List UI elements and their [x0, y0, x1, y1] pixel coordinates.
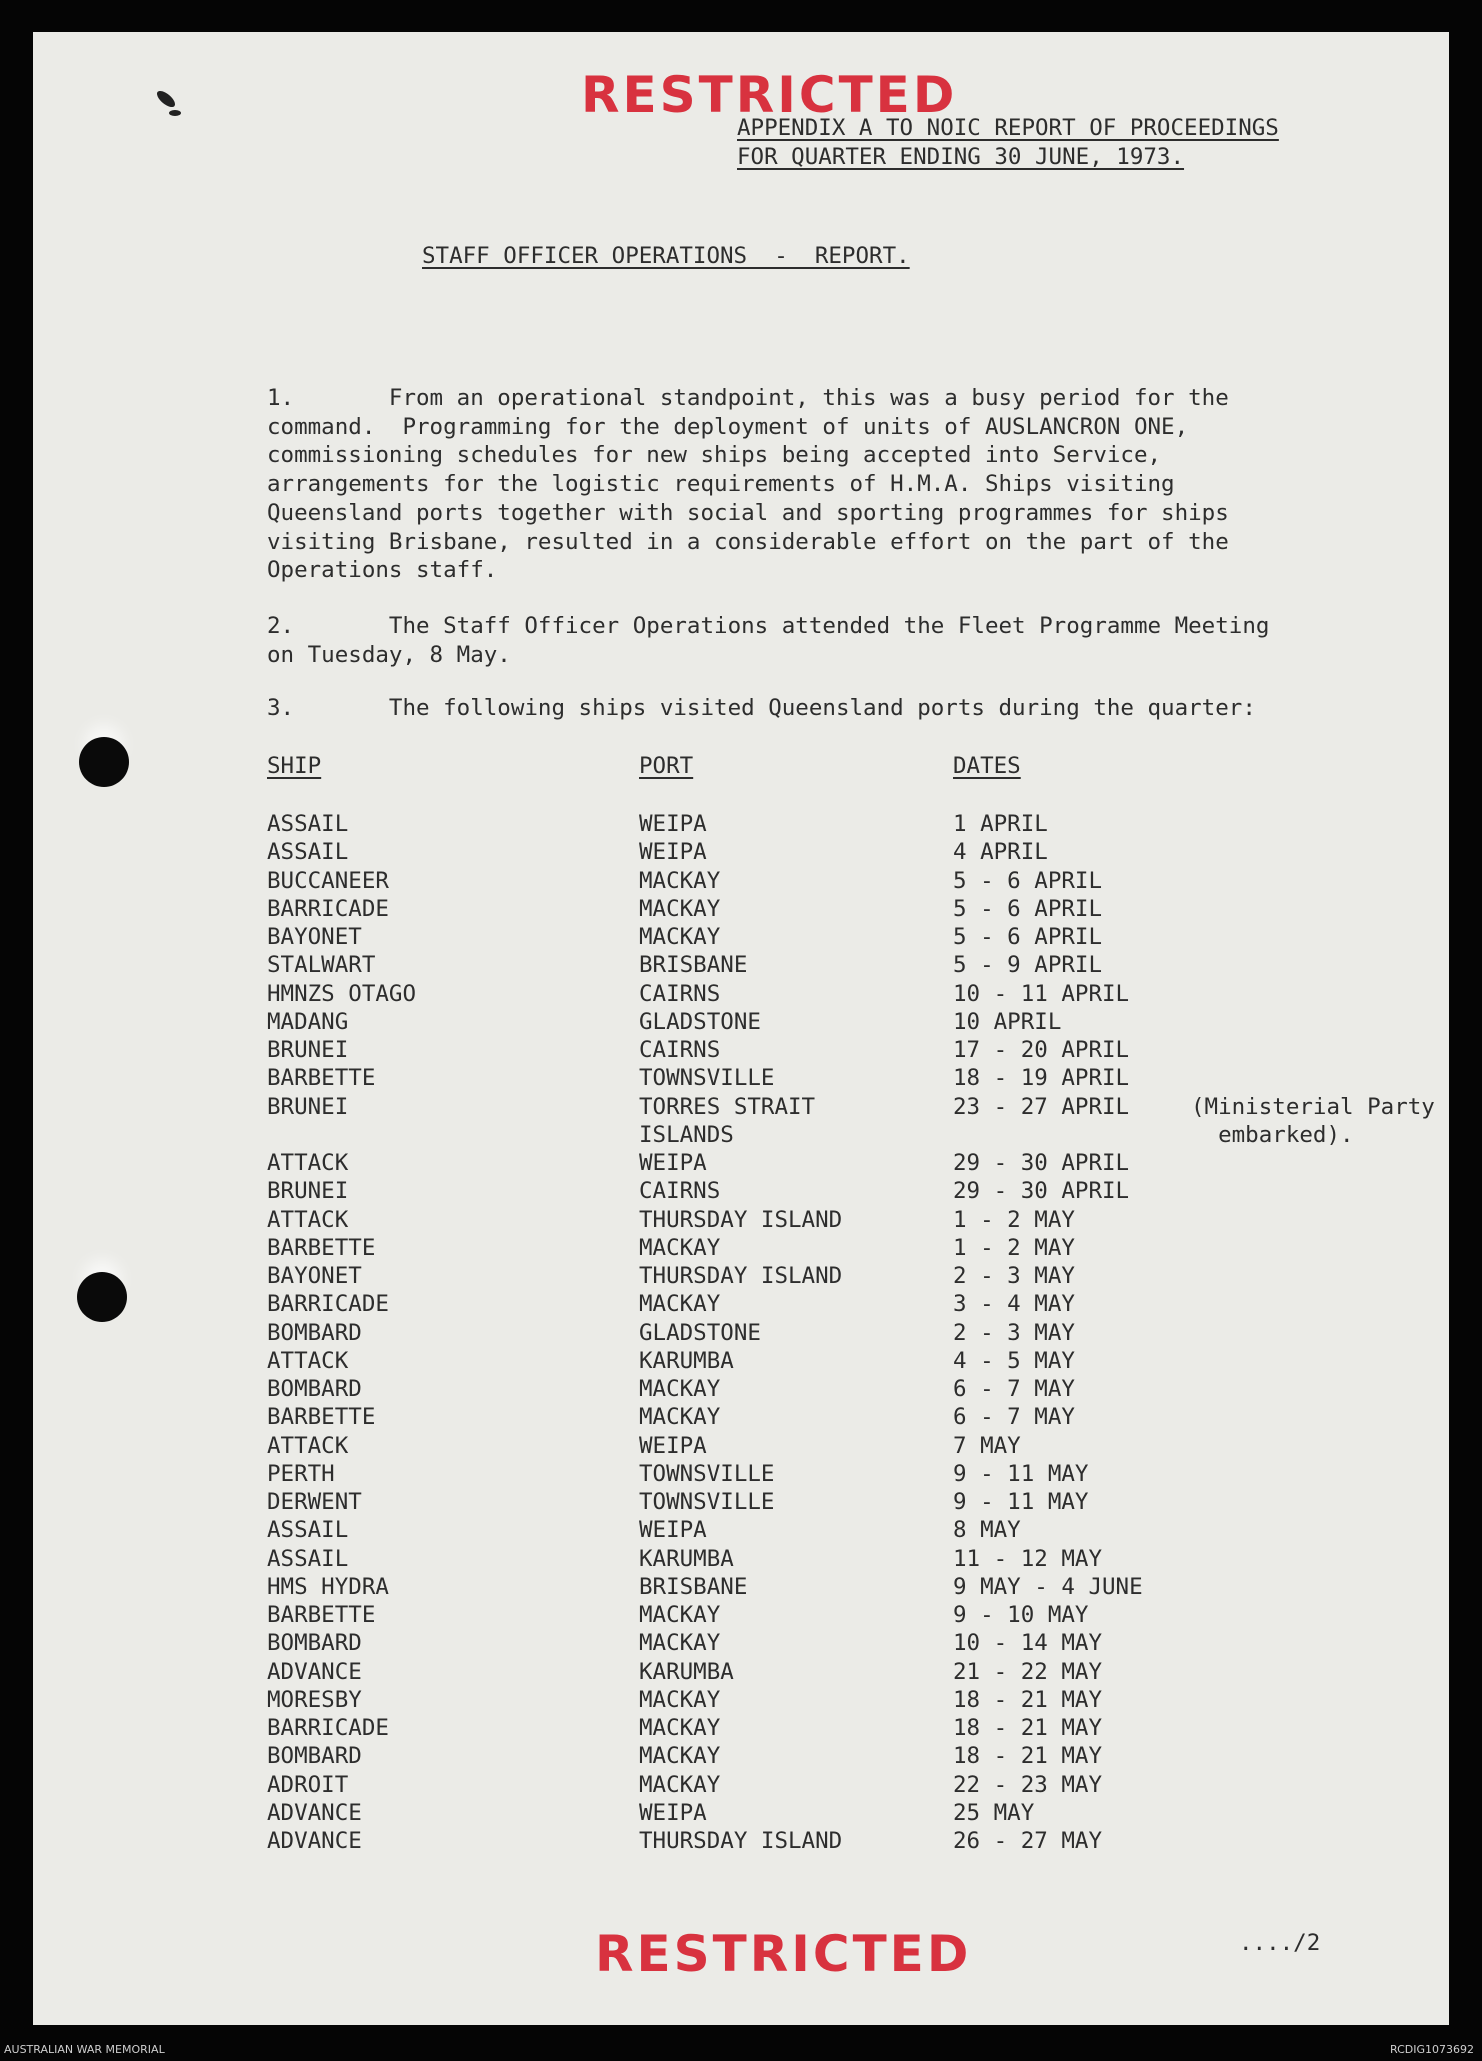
ship-name: BRUNEI	[267, 1037, 349, 1063]
table-row	[267, 895, 1427, 923]
restricted-stamp-bottom: RESTRICTED	[595, 1925, 972, 1983]
table-row	[267, 1375, 1427, 1403]
port-name: ISLANDS	[639, 1121, 734, 1148]
report-title: STAFF OFFICER OPERATIONS - REPORT.	[422, 243, 910, 269]
port-name: GLADSTONE	[639, 1319, 761, 1346]
column-header-dates: DATES	[953, 753, 1021, 779]
visit-dates: 3 - 4 MAY	[953, 1291, 1075, 1318]
table-row	[267, 1234, 1427, 1262]
visit-dates: 18 - 21 MAY	[953, 1743, 1103, 1770]
column-header-port: PORT	[639, 753, 694, 779]
ship-name: BARBETTE	[267, 1404, 376, 1431]
paper-speck	[169, 110, 181, 116]
ship-name: BARBETTE	[267, 1602, 376, 1628]
port-name: TOWNSVILLE	[639, 1489, 775, 1515]
table-header	[267, 752, 1427, 780]
port-name: MACKAY	[639, 1686, 721, 1713]
port-name: MACKAY	[639, 1602, 721, 1628]
ship-name: MORESBY	[267, 1686, 362, 1713]
ship-name: BRUNEI	[267, 1093, 349, 1120]
table-row	[267, 1799, 1427, 1827]
port-name: MACKAY	[639, 1376, 721, 1402]
visit-dates: 10 - 14 MAY	[953, 1630, 1103, 1657]
restricted-stamp-top: RESTRICTED	[581, 66, 958, 124]
visit-dates: 21 - 22 MAY	[953, 1658, 1103, 1685]
table-row	[267, 838, 1427, 866]
visit-dates: 18 - 21 MAY	[953, 1686, 1103, 1713]
visit-dates: 5 - 6 APRIL	[953, 924, 1103, 950]
punch-hole	[79, 737, 129, 787]
visit-dates: 7 MAY	[953, 1432, 1021, 1459]
table-row	[267, 1488, 1427, 1516]
visit-dates: 25 MAY	[953, 1799, 1035, 1826]
table-row	[267, 1064, 1427, 1092]
visit-dates: 1 APRIL	[953, 811, 1048, 837]
port-name: WEIPA	[639, 839, 707, 866]
appendix-line-2: FOR QUARTER ENDING 30 JUNE, 1973.	[737, 143, 1185, 170]
footer-left: AUSTRALIAN WAR MEMORIAL	[4, 2043, 165, 2056]
table-row	[267, 1742, 1427, 1770]
visit-dates: 6 - 7 MAY	[953, 1376, 1075, 1402]
paragraph-1: 1. From an operational standpoint, this was a busy period for the command. Programming for the deployment of units of AUSLANCRON ONE, commissioning schedules for new ships being accepted into Service, arrangements for the logistic requirements of H.M.A. Ships visiting Queensland ports together with social and sporting programmes for ships visiting Brisbane, resulted in a considerable effort on the part of the Operations staff.	[267, 385, 1229, 584]
table-row	[267, 1686, 1427, 1714]
table-row	[267, 810, 1427, 838]
port-name: MACKAY	[639, 1291, 721, 1318]
table-row	[267, 1714, 1427, 1742]
ship-name: BOMBARD	[267, 1376, 362, 1402]
ship-name: ASSAIL	[267, 839, 349, 866]
table-row	[267, 1771, 1427, 1799]
visit-dates: 5 - 6 APRIL	[953, 895, 1103, 922]
table-row	[267, 1658, 1427, 1686]
table-row	[267, 1121, 1427, 1149]
ship-name: BOMBARD	[267, 1743, 362, 1770]
table-row	[267, 1432, 1427, 1460]
ship-name: BARBETTE	[267, 1065, 376, 1092]
port-name: CAIRNS	[639, 1178, 721, 1205]
visit-dates: 10 - 11 APRIL	[953, 980, 1130, 1007]
port-name: MACKAY	[639, 924, 721, 950]
visit-dates: 18 - 21 MAY	[953, 1715, 1103, 1741]
ship-name: BARRICADE	[267, 1291, 389, 1318]
visit-dates: 22 - 23 MAY	[953, 1771, 1103, 1798]
visit-dates: 17 - 20 APRIL	[953, 1037, 1130, 1063]
port-name: TOWNSVILLE	[639, 1065, 775, 1092]
port-name: THURSDAY ISLAND	[639, 1828, 843, 1854]
ship-name: BAYONET	[267, 924, 362, 950]
table-row	[267, 1573, 1427, 1601]
table-row	[267, 1601, 1427, 1629]
port-name: THURSDAY ISLAND	[639, 1206, 843, 1233]
ship-name: ADVANCE	[267, 1828, 362, 1854]
punch-hole	[77, 1272, 127, 1322]
paper-speck	[154, 88, 177, 110]
ship-name: ATTACK	[267, 1347, 349, 1374]
port-name: MACKAY	[639, 1715, 721, 1741]
visit-dates: 9 MAY - 4 JUNE	[953, 1573, 1143, 1600]
ship-name: BARRICADE	[267, 1715, 389, 1741]
row-note: embarked).	[1191, 1121, 1354, 1148]
table-row	[267, 923, 1427, 951]
port-name: CAIRNS	[639, 1037, 721, 1063]
visit-dates: 23 - 27 APRIL	[953, 1093, 1130, 1120]
paragraph-2: 2. The Staff Officer Operations attended the Fleet Programme Meeting on Tuesday, 8 May.	[267, 613, 1270, 668]
table-row	[267, 1827, 1427, 1855]
appendix-line-1: APPENDIX A TO NOIC REPORT OF PROCEEDINGS	[737, 115, 1279, 141]
port-name: MACKAY	[639, 1404, 721, 1431]
table-row	[267, 1545, 1427, 1573]
visit-dates: 8 MAY	[953, 1517, 1021, 1544]
row-note: (Ministerial Party	[1191, 1093, 1435, 1120]
ship-name: ATTACK	[267, 1432, 349, 1459]
table-row	[267, 951, 1427, 979]
port-name: TORRES STRAIT	[639, 1093, 816, 1120]
ship-name: HMS HYDRA	[267, 1573, 389, 1600]
port-name: THURSDAY ISLAND	[639, 1263, 843, 1289]
ship-name: MADANG	[267, 1008, 349, 1035]
ship-name: BAYONET	[267, 1263, 362, 1289]
table-row	[267, 1319, 1427, 1347]
column-header-ship: SHIP	[267, 753, 322, 779]
port-name: WEIPA	[639, 1799, 707, 1826]
table-row	[267, 1093, 1435, 1121]
visit-dates: 18 - 19 APRIL	[953, 1065, 1130, 1092]
ship-name: STALWART	[267, 952, 376, 979]
visit-dates: 26 - 27 MAY	[953, 1828, 1103, 1854]
visit-dates: 6 - 7 MAY	[953, 1404, 1075, 1431]
visit-dates: 9 - 11 MAY	[953, 1460, 1089, 1487]
port-name: GLADSTONE	[639, 1008, 761, 1035]
port-name: KARUMBA	[639, 1545, 734, 1572]
document-page	[33, 32, 1449, 2025]
ship-name: ADVANCE	[267, 1799, 362, 1826]
port-name: KARUMBA	[639, 1347, 734, 1374]
table-row	[267, 980, 1427, 1008]
visit-dates: 9 - 11 MAY	[953, 1489, 1089, 1515]
port-name: WEIPA	[639, 1432, 707, 1459]
port-name: TOWNSVILLE	[639, 1460, 775, 1487]
port-name: WEIPA	[639, 1150, 707, 1176]
table-row	[267, 1629, 1427, 1657]
page-continuation: ..../2	[1239, 1930, 1321, 1956]
table-row	[267, 1036, 1427, 1064]
ship-name: ASSAIL	[267, 811, 349, 837]
table-row	[267, 1206, 1427, 1234]
table-row	[267, 1008, 1427, 1036]
port-name: MACKAY	[639, 1234, 721, 1261]
table-row	[267, 1516, 1427, 1544]
port-name: CAIRNS	[639, 980, 721, 1007]
visit-dates: 2 - 3 MAY	[953, 1319, 1075, 1346]
port-name: MACKAY	[639, 895, 721, 922]
ship-name: BOMBARD	[267, 1319, 362, 1346]
ship-name: PERTH	[267, 1460, 335, 1487]
ship-name: ATTACK	[267, 1150, 349, 1176]
port-name: MACKAY	[639, 867, 721, 894]
appendix-heading	[737, 114, 1279, 171]
port-name: BRISBANE	[639, 952, 748, 979]
visit-dates: 1 - 2 MAY	[953, 1206, 1075, 1233]
ship-name: ASSAIL	[267, 1545, 349, 1572]
table-row	[267, 1262, 1427, 1290]
table-row	[267, 1403, 1427, 1431]
visit-dates: 11 - 12 MAY	[953, 1545, 1103, 1572]
port-name: BRISBANE	[639, 1573, 748, 1600]
ship-name: ADVANCE	[267, 1658, 362, 1685]
visit-dates: 10 APRIL	[953, 1008, 1062, 1035]
ship-name: ASSAIL	[267, 1517, 349, 1544]
ship-name: BARRICADE	[267, 895, 389, 922]
ship-name: DERWENT	[267, 1489, 362, 1515]
port-name: MACKAY	[639, 1630, 721, 1657]
ship-name: HMNZS OTAGO	[267, 980, 417, 1007]
port-name: WEIPA	[639, 811, 707, 837]
port-name: KARUMBA	[639, 1658, 734, 1685]
visit-dates: 2 - 3 MAY	[953, 1263, 1075, 1289]
visit-dates: 29 - 30 APRIL	[953, 1178, 1130, 1205]
visit-dates: 1 - 2 MAY	[953, 1234, 1075, 1261]
table-row	[267, 1460, 1427, 1488]
visit-dates: 4 APRIL	[953, 839, 1048, 866]
table-row	[267, 1149, 1427, 1177]
visit-dates: 9 - 10 MAY	[953, 1602, 1089, 1628]
visit-dates: 29 - 30 APRIL	[953, 1150, 1130, 1176]
table-row	[267, 867, 1427, 895]
ship-name: ATTACK	[267, 1206, 349, 1233]
ship-name: BUCCANEER	[267, 867, 389, 894]
visit-dates: 4 - 5 MAY	[953, 1347, 1075, 1374]
ship-name: BRUNEI	[267, 1178, 349, 1205]
footer-right: RCDIG1073692	[1389, 2043, 1474, 2056]
paragraph-3: 3. The following ships visited Queensland ports during the quarter:	[267, 695, 1256, 721]
ship-name: BARBETTE	[267, 1234, 376, 1261]
port-name: WEIPA	[639, 1517, 707, 1544]
table-row	[267, 1347, 1427, 1375]
visit-dates: 5 - 6 APRIL	[953, 867, 1103, 894]
ship-name: BOMBARD	[267, 1630, 362, 1657]
table-row	[267, 1177, 1427, 1205]
visit-dates: 5 - 9 APRIL	[953, 952, 1103, 979]
ship-name: ADROIT	[267, 1771, 349, 1798]
port-name: MACKAY	[639, 1743, 721, 1770]
table-row	[267, 1290, 1427, 1318]
port-name: MACKAY	[639, 1771, 721, 1798]
